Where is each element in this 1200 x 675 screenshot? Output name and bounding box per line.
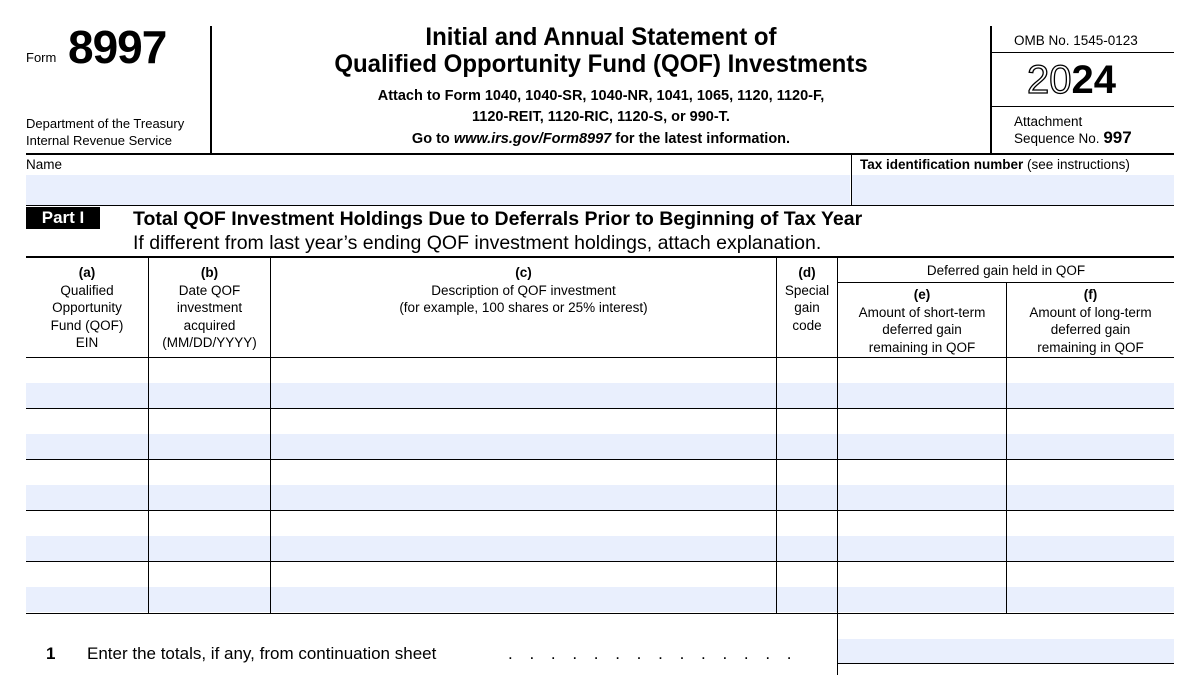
- table-cell[interactable]: [149, 358, 270, 408]
- attach-line1: Attach to Form 1040, 1040-SR, 1040-NR, 1041, 1065, 1120, 1120-F,: [377, 88, 825, 104]
- goto-instructions: [212, 131, 990, 147]
- table-cell[interactable]: [149, 460, 270, 510]
- table-cell[interactable]: [777, 460, 837, 510]
- col-header-c: (c) Description of QOF investment (for example, 100 shares or 25% interest): [399, 265, 648, 315]
- irs-url-link[interactable]: www.irs.gov/Form8997: [453, 131, 612, 147]
- table-cell[interactable]: [838, 460, 1006, 510]
- col-b-letter: (b): [200, 265, 219, 280]
- table-cell[interactable]: [1007, 511, 1174, 561]
- col-line-ab: [148, 258, 149, 613]
- table-bottom-rule: [26, 613, 1174, 614]
- tin-note: (see instructions): [1027, 157, 1130, 172]
- table-cell[interactable]: [777, 511, 837, 561]
- line1-bottom-rule: [838, 663, 1174, 664]
- table-cell[interactable]: [271, 460, 776, 510]
- sequence-label: Sequence No.: [1014, 131, 1100, 146]
- line1-leader: . . . . . . . . . . . . . .: [508, 644, 798, 663]
- attach-instructions: [212, 86, 990, 128]
- table-top-rule: [26, 256, 1174, 258]
- table-cell[interactable]: [1007, 358, 1174, 408]
- table-cell[interactable]: [149, 409, 270, 459]
- part-subtitle: If different from last year’s ending QOF investment holdings, attach explanation.: [133, 232, 822, 254]
- col-header-b: (b) Date QOF investment acquired (MM/DD/YYYY): [162, 265, 257, 350]
- tin-label: [860, 157, 1130, 172]
- tax-year-outline: 20: [1027, 58, 1072, 102]
- col-line-bc: [270, 258, 271, 613]
- tax-year: [1027, 58, 1116, 103]
- tax-year-bold: 24: [1071, 58, 1116, 102]
- col-c-letter: (c): [515, 265, 532, 280]
- form-label: [26, 50, 56, 65]
- deferred-gain-group-header: Deferred gain held in QOF: [926, 263, 1086, 278]
- table-cell[interactable]: [149, 511, 270, 561]
- col-a-letter: (a): [78, 265, 96, 280]
- tin-label-text: Tax identification number: [860, 157, 1024, 172]
- col-header-d: (d) Special gain code: [784, 265, 830, 333]
- table-cell[interactable]: [26, 562, 148, 612]
- line1-short-term-field[interactable]: [838, 639, 1174, 663]
- col-e-letter: (e): [913, 287, 931, 302]
- col-line-cd: [776, 258, 777, 613]
- sequence-number: 997: [1103, 128, 1132, 147]
- table-cell[interactable]: [838, 409, 1006, 459]
- omb-number: OMB No. 1545-0123: [1014, 33, 1138, 48]
- table-cell[interactable]: [271, 562, 776, 612]
- col-header-f: (f) Amount of long-term deferred gain remaining in QOF: [1029, 287, 1152, 355]
- table-cell[interactable]: [271, 358, 776, 408]
- table-cell[interactable]: [26, 409, 148, 459]
- form-title-line2: Qualified Opportunity Fund (QOF) Investments: [334, 50, 868, 78]
- table-cell[interactable]: [777, 358, 837, 408]
- form-number: 8997: [68, 21, 167, 73]
- line1-text: Enter the totals, if any, from continuation sheet: [87, 644, 437, 663]
- omb-divider: [992, 52, 1174, 53]
- col-f-letter: (f): [1083, 287, 1098, 302]
- table-cell[interactable]: [777, 409, 837, 459]
- part-title: Total QOF Investment Holdings Due to Deferrals Prior to Beginning of Tax Year: [133, 208, 863, 230]
- table-cell[interactable]: [838, 562, 1006, 612]
- table-cell[interactable]: [838, 511, 1006, 561]
- goto-suffix: for the latest information.: [611, 131, 791, 147]
- table-cell[interactable]: [1007, 562, 1174, 612]
- sequence-block: [1014, 128, 1132, 148]
- attach-line2: 1120-REIT, 1120-RIC, 1120-S, or 990-T.: [472, 109, 730, 125]
- attachment-label: Attachment: [1014, 114, 1083, 129]
- table-cell[interactable]: [1007, 409, 1174, 459]
- table-cell[interactable]: [26, 460, 148, 510]
- tin-field[interactable]: [852, 175, 1174, 205]
- table-cell[interactable]: [26, 511, 148, 561]
- line1-number: 1: [46, 644, 56, 663]
- table-cell[interactable]: [271, 409, 776, 459]
- col-d-letter: (d): [798, 265, 816, 280]
- col-line-ef: [1006, 282, 1007, 613]
- table-cell[interactable]: [1007, 460, 1174, 510]
- form-title: [228, 24, 975, 78]
- col-header-a: (a) Qualified Opportunity Fund (QOF) EIN: [50, 265, 124, 350]
- department-name: Department of the Treasury: [26, 116, 185, 131]
- header-bottom-rule: [26, 153, 1174, 155]
- part-badge: Part I: [26, 207, 100, 229]
- id-bottom-rule: [26, 205, 1174, 206]
- table-cell[interactable]: [777, 562, 837, 612]
- header-divider-right: [990, 26, 992, 153]
- irs-name: Internal Revenue Service: [26, 133, 172, 148]
- col-header-e: (e) Amount of short-term deferred gain remaining in QOF: [858, 287, 986, 355]
- table-cell[interactable]: [838, 358, 1006, 408]
- table-cell[interactable]: [271, 511, 776, 561]
- goto-prefix: Go to: [411, 131, 454, 147]
- name-label: Name: [26, 157, 63, 172]
- table-cell[interactable]: [26, 358, 148, 408]
- form-title-line1: Initial and Annual Statement of: [425, 23, 777, 51]
- name-field[interactable]: [26, 175, 850, 205]
- table-cell[interactable]: [149, 562, 270, 612]
- year-divider: [992, 106, 1174, 107]
- form-word: Form: [26, 50, 57, 65]
